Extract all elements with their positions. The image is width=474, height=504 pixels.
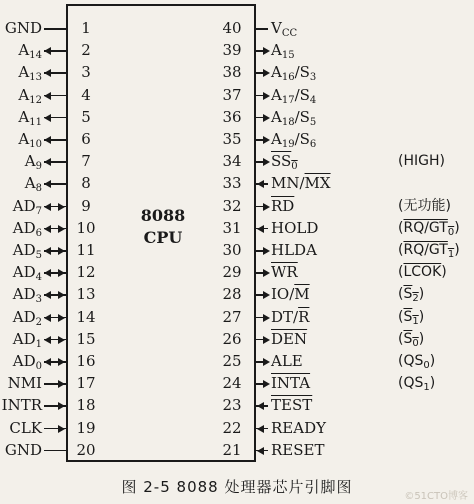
pin-label bbox=[0, 197, 42, 215]
pin-arrow-out bbox=[263, 92, 270, 100]
pin-arrow-out bbox=[44, 136, 51, 144]
pin-number: 11 bbox=[76, 241, 96, 259]
pin-alt-part: LCOK bbox=[403, 264, 442, 281]
pin-arrow-out bbox=[263, 380, 270, 388]
pin-label-sub: 0 bbox=[35, 361, 42, 372]
pin-alt-function bbox=[398, 352, 435, 370]
pin-label-sub: 7 bbox=[35, 205, 42, 217]
pin-alt-part: ) bbox=[418, 330, 425, 347]
pin-label-part: INTA bbox=[271, 374, 311, 393]
pin-label-sub: 2 bbox=[35, 316, 42, 328]
pin-label-part: HLDA bbox=[271, 241, 317, 259]
pin-number: 10 bbox=[76, 218, 96, 237]
pin-alt-function bbox=[398, 219, 460, 237]
pin-label-sub: 18 bbox=[281, 116, 295, 128]
pin-number: 34 bbox=[222, 152, 242, 171]
pin-number: 15 bbox=[76, 329, 96, 348]
pin-number: 3 bbox=[81, 63, 91, 82]
pin-label bbox=[271, 352, 303, 370]
pin-number: 21 bbox=[222, 440, 242, 459]
pin-label-sub: 5 bbox=[309, 116, 317, 128]
pin-arrow-in bbox=[58, 291, 65, 299]
pin-label-part: $\overline{M}$ bbox=[294, 285, 310, 304]
pin-label-text: $A_{10}$ bbox=[18, 130, 42, 150]
pin-number: 22 bbox=[222, 418, 242, 437]
pin-label-text: NMI bbox=[7, 374, 42, 393]
pin-alt-part: ) bbox=[441, 264, 447, 281]
pin-label-sub: 14 bbox=[29, 50, 42, 62]
pin-label-text: $A_8$ bbox=[24, 174, 42, 195]
watermark: ©51CTO博客 bbox=[404, 491, 468, 502]
pin-number: 14 bbox=[76, 307, 96, 326]
pin-label bbox=[0, 130, 42, 148]
pin-label-part: ALE bbox=[271, 352, 303, 370]
pin-label bbox=[0, 152, 42, 173]
pin-label-text: GND bbox=[4, 19, 42, 37]
pin-label-part: $/S_3$ bbox=[294, 63, 317, 84]
pin-label-text: $A_{12}$ bbox=[18, 85, 42, 106]
pin-alt-sub: 2 bbox=[412, 293, 419, 305]
pin-label bbox=[271, 308, 309, 326]
pin-label bbox=[0, 352, 42, 370]
pin-label-part: $V_{CC}$ bbox=[271, 19, 298, 39]
pin-label-sub: 15 bbox=[281, 50, 295, 62]
pin-label-part: MN/ bbox=[271, 174, 305, 193]
pin-alt-part: (HIGH) bbox=[398, 153, 445, 170]
pin-alt-function bbox=[398, 285, 424, 303]
pin-arrow-out bbox=[263, 247, 270, 255]
pin-label bbox=[271, 241, 317, 259]
pin-label-part: $/S_4$ bbox=[294, 85, 317, 106]
pin-label-part: $\overline{MX}$ bbox=[304, 174, 331, 193]
pin-label bbox=[0, 263, 42, 284]
pin-number: 33 bbox=[222, 174, 242, 193]
pin-alt-part: ) bbox=[454, 219, 460, 236]
chip-name-line1: 8088 bbox=[140, 206, 186, 225]
pin-line bbox=[256, 28, 268, 30]
pin-number: 28 bbox=[222, 285, 242, 304]
chip-name-line2: CPU bbox=[143, 228, 183, 247]
pin-label bbox=[0, 241, 42, 259]
pin-arrow-in bbox=[58, 358, 65, 366]
pin-arrow-out bbox=[44, 336, 51, 344]
pin-label bbox=[271, 263, 298, 281]
pin-label-part: $/S_6$ bbox=[294, 130, 317, 150]
pin-alt-sub: 0 bbox=[423, 360, 430, 371]
pin-alt-part: ($QS_0$ bbox=[398, 353, 430, 371]
pin-alt-part: ( bbox=[398, 330, 404, 347]
pin-label-part: TEST bbox=[271, 396, 313, 415]
pin-label-sub: 9 bbox=[35, 161, 42, 173]
pin-alt-function bbox=[398, 263, 447, 281]
pin-label-part: DT/ bbox=[271, 307, 299, 326]
pin-label bbox=[0, 441, 42, 459]
pin-alt-part: ( bbox=[398, 286, 404, 303]
pin-label-sub: 3 bbox=[309, 72, 317, 84]
pin-number: 7 bbox=[81, 152, 91, 171]
pin-arrow-out bbox=[44, 291, 51, 299]
pin-label-sub: 1 bbox=[35, 338, 42, 350]
pin-alt-sub: 1 bbox=[423, 382, 430, 394]
pin-alt-part: ) bbox=[429, 375, 436, 392]
pin-label-part: $SS_0$ bbox=[271, 152, 298, 173]
pin-label-text: $AD_7$ bbox=[12, 196, 42, 217]
pin-label bbox=[0, 19, 42, 37]
pin-alt-part: ) bbox=[429, 353, 436, 369]
pin-alt-sub: 1 bbox=[447, 249, 455, 260]
pin-number: 29 bbox=[222, 263, 242, 282]
pin-label-sub: 4 bbox=[309, 94, 317, 106]
pin-alt-part: (无功能) bbox=[398, 197, 451, 214]
pin-number: 1 bbox=[81, 19, 91, 37]
pin-label-part: $A_{17}$ bbox=[271, 85, 295, 106]
pin-arrow-in bbox=[58, 402, 65, 410]
pin-number: 16 bbox=[76, 352, 96, 370]
pin-arrow-in bbox=[58, 225, 65, 233]
pin-label bbox=[271, 285, 310, 303]
pin-label-sub: 16 bbox=[281, 72, 295, 84]
pin-arrow-out bbox=[263, 136, 270, 144]
pin-number: 8 bbox=[81, 174, 91, 193]
pin-arrow-out bbox=[44, 158, 51, 166]
pin-arrow-out bbox=[263, 291, 270, 299]
pin-label-text: $AD_6$ bbox=[12, 218, 42, 239]
pin-label bbox=[271, 41, 295, 62]
pin-line bbox=[44, 28, 66, 30]
pin-arrow-out bbox=[263, 114, 270, 122]
pin-arrow-out bbox=[263, 203, 270, 211]
pin-label-sub: 6 bbox=[35, 227, 42, 239]
pin-label-text: GND bbox=[4, 440, 42, 459]
pin-alt-part: $S_1$ bbox=[403, 308, 419, 327]
pin-arrow-out bbox=[44, 92, 51, 100]
pin-label-sub: 13 bbox=[29, 72, 42, 84]
pin-label-sub: 5 bbox=[35, 250, 42, 261]
pin-arrow-out bbox=[263, 358, 270, 366]
pin-label-part: $\overline{R}$ bbox=[298, 307, 310, 326]
pin-label bbox=[0, 86, 42, 104]
pin-label bbox=[271, 197, 294, 215]
pin-arrow-out bbox=[263, 69, 270, 77]
pin-number: 2 bbox=[81, 41, 91, 60]
pin-alt-part: ( bbox=[398, 264, 404, 281]
pin-number: 36 bbox=[222, 107, 242, 126]
pin-alt-part: $S_2$ bbox=[403, 286, 419, 305]
pin-label-sub: 6 bbox=[309, 139, 317, 150]
pin-label bbox=[271, 374, 310, 392]
pin-label bbox=[0, 374, 42, 392]
pin-alt-sub: 0 bbox=[447, 226, 455, 238]
pin-arrow-in bbox=[257, 180, 264, 188]
pin-label-part: RESET bbox=[271, 440, 325, 459]
pin-label-text: $AD_1$ bbox=[12, 329, 42, 350]
pin-arrow-in bbox=[257, 225, 264, 233]
pin-arrow-out bbox=[263, 47, 270, 55]
pin-arrow-in bbox=[58, 269, 65, 277]
pin-label bbox=[271, 130, 316, 148]
pin-label-text: $AD_5$ bbox=[12, 241, 42, 261]
pin-alt-part: $RQ/GT_0$ bbox=[403, 219, 455, 238]
pin-label bbox=[0, 108, 42, 126]
pin-arrow-out bbox=[263, 158, 270, 166]
pin-alt-function bbox=[398, 241, 460, 259]
pin-alt-part: ) bbox=[454, 242, 460, 258]
pin-label-part: $A_{15}$ bbox=[271, 41, 295, 62]
pin-label-part: HOLD bbox=[271, 218, 319, 237]
pin-label bbox=[271, 174, 331, 192]
pin-arrow-out bbox=[44, 180, 51, 188]
pin-label bbox=[0, 419, 42, 437]
pin-arrow-out bbox=[44, 47, 51, 55]
pin-label-text: $AD_2$ bbox=[12, 307, 42, 328]
pin-label bbox=[271, 396, 312, 414]
pin-number: 5 bbox=[81, 107, 91, 126]
pin-label-text: $A_{11}$ bbox=[18, 107, 42, 128]
pin-line bbox=[44, 450, 66, 452]
pin-label-sub: 0 bbox=[291, 161, 298, 173]
figure-caption: 图 2-5 8088 处理器芯片引脚图 bbox=[121, 478, 353, 496]
pin-label-part: $A_{19}$ bbox=[271, 130, 295, 150]
pin-alt-part: $RQ/GT_1$ bbox=[403, 242, 455, 260]
pin-label bbox=[271, 219, 318, 237]
pin-alt-part: $S_0$ bbox=[403, 330, 419, 349]
pin-alt-sub: 1 bbox=[412, 315, 419, 327]
pin-arrow-out bbox=[44, 269, 51, 277]
pin-number: 23 bbox=[222, 396, 242, 415]
pin-arrow-in bbox=[58, 247, 65, 255]
pin-number: 38 bbox=[222, 63, 242, 82]
pin-arrow-in bbox=[58, 203, 65, 211]
pin-number: 27 bbox=[222, 307, 242, 326]
pin-number: 31 bbox=[222, 218, 242, 237]
pin-alt-function bbox=[398, 330, 424, 348]
pin-number: 35 bbox=[222, 130, 242, 148]
pin-arrow-out bbox=[44, 314, 51, 322]
pin-label-sub: 11 bbox=[29, 116, 42, 128]
pin-label bbox=[0, 396, 42, 414]
pin-label bbox=[0, 330, 42, 348]
pin-alt-function bbox=[398, 308, 424, 326]
pin-label-sub: 17 bbox=[281, 94, 295, 106]
pin-arrow-out bbox=[44, 247, 51, 255]
pin-label bbox=[271, 330, 307, 348]
pin-number: 37 bbox=[222, 85, 242, 104]
pin-number: 26 bbox=[222, 329, 242, 348]
pin-label bbox=[0, 174, 42, 195]
pin-label-part: IO/ bbox=[271, 285, 295, 304]
pin-label-sub: 10 bbox=[29, 139, 42, 150]
pin-label-sub: 4 bbox=[35, 272, 42, 284]
pin-label bbox=[271, 419, 326, 437]
pin-number: 18 bbox=[76, 396, 96, 415]
pin-label-sub: CC bbox=[281, 28, 298, 39]
pin-arrow-out bbox=[263, 314, 270, 322]
pin-label bbox=[0, 308, 42, 326]
pin-alt-part: ) bbox=[418, 308, 425, 325]
pin-alt-function bbox=[398, 152, 445, 170]
pin-label-part: $\overline{DEN}$ bbox=[271, 329, 308, 348]
pin-label bbox=[271, 63, 317, 84]
pin-label bbox=[271, 152, 298, 173]
pin-arrow-out bbox=[263, 336, 270, 344]
pin-alt-part: ( bbox=[398, 219, 404, 236]
pin-number: 20 bbox=[76, 440, 96, 459]
pin-label-part: READY bbox=[271, 418, 327, 437]
pin-label-part: $A_{16}$ bbox=[271, 63, 295, 84]
pin-number: 12 bbox=[76, 263, 96, 282]
pin-number: 32 bbox=[222, 196, 242, 215]
pin-arrow-in bbox=[257, 425, 264, 433]
pin-arrow-in bbox=[58, 380, 65, 388]
pin-number: 19 bbox=[76, 418, 96, 437]
pin-number: 39 bbox=[222, 41, 242, 60]
pin-arrow-in bbox=[257, 447, 264, 455]
pin-number: 24 bbox=[222, 374, 242, 393]
pin-label-sub: 3 bbox=[35, 294, 42, 306]
pin-alt-part: ( bbox=[398, 242, 404, 258]
pin-label-text: $AD_4$ bbox=[12, 263, 42, 284]
pin-label bbox=[271, 108, 316, 126]
pin-label-text: $A_{14}$ bbox=[18, 41, 42, 62]
pin-label-sub: 8 bbox=[35, 183, 42, 195]
pin-alt-part: ) bbox=[418, 286, 425, 303]
pin-alt-sub: 0 bbox=[412, 337, 419, 349]
pin-number: 6 bbox=[81, 130, 91, 148]
pin-arrow-out bbox=[44, 114, 51, 122]
pin-label-text: INTR bbox=[1, 396, 42, 415]
pin-number: 13 bbox=[76, 285, 96, 304]
pin-arrow-in bbox=[58, 425, 65, 433]
pin-number: 25 bbox=[222, 352, 242, 370]
pin-arrow-out bbox=[44, 358, 51, 366]
pin-alt-function bbox=[398, 197, 451, 215]
pin-label bbox=[0, 41, 42, 62]
pin-label bbox=[271, 86, 316, 104]
pin-label bbox=[0, 63, 42, 84]
pin-label-sub: 12 bbox=[29, 94, 42, 106]
pin-arrow-out bbox=[44, 203, 51, 211]
pin-arrow-out bbox=[44, 225, 51, 233]
pin-label-part: $A_{18}$ bbox=[271, 107, 295, 128]
pin-label-sub: 19 bbox=[281, 139, 295, 150]
pin-label bbox=[0, 285, 42, 306]
pin-alt-function bbox=[398, 374, 435, 392]
pin-label bbox=[271, 441, 324, 459]
pin-label bbox=[271, 19, 297, 37]
pin-alt-part: ($QS_1$ bbox=[398, 375, 430, 394]
pin-number: 4 bbox=[81, 85, 91, 104]
pin-label-text: $A_{13}$ bbox=[18, 63, 42, 84]
pin-arrow-out bbox=[44, 69, 51, 77]
pin-label-text: $A_9$ bbox=[24, 152, 42, 173]
pin-label-text: $AD_3$ bbox=[12, 285, 42, 306]
pin-label-text: $AD_0$ bbox=[12, 352, 42, 372]
pin-label-part: $\overline{WR}$ bbox=[271, 263, 298, 282]
pin-number: 17 bbox=[76, 374, 96, 393]
pin-number: 9 bbox=[81, 196, 91, 215]
pin-label-part: $\overline{RD}$ bbox=[271, 196, 295, 215]
pin-arrow-in bbox=[257, 402, 264, 410]
pin-number: 30 bbox=[222, 241, 242, 259]
pin-label-part: $/S_5$ bbox=[294, 107, 317, 128]
pin-arrow-in bbox=[58, 336, 65, 344]
pin-label-text: CLK bbox=[9, 418, 42, 437]
pin-arrow-in bbox=[58, 314, 65, 322]
pin-number: 40 bbox=[222, 19, 242, 37]
pin-label bbox=[0, 219, 42, 237]
pin-arrow-out bbox=[263, 269, 270, 277]
pin-alt-part: ( bbox=[398, 308, 404, 325]
